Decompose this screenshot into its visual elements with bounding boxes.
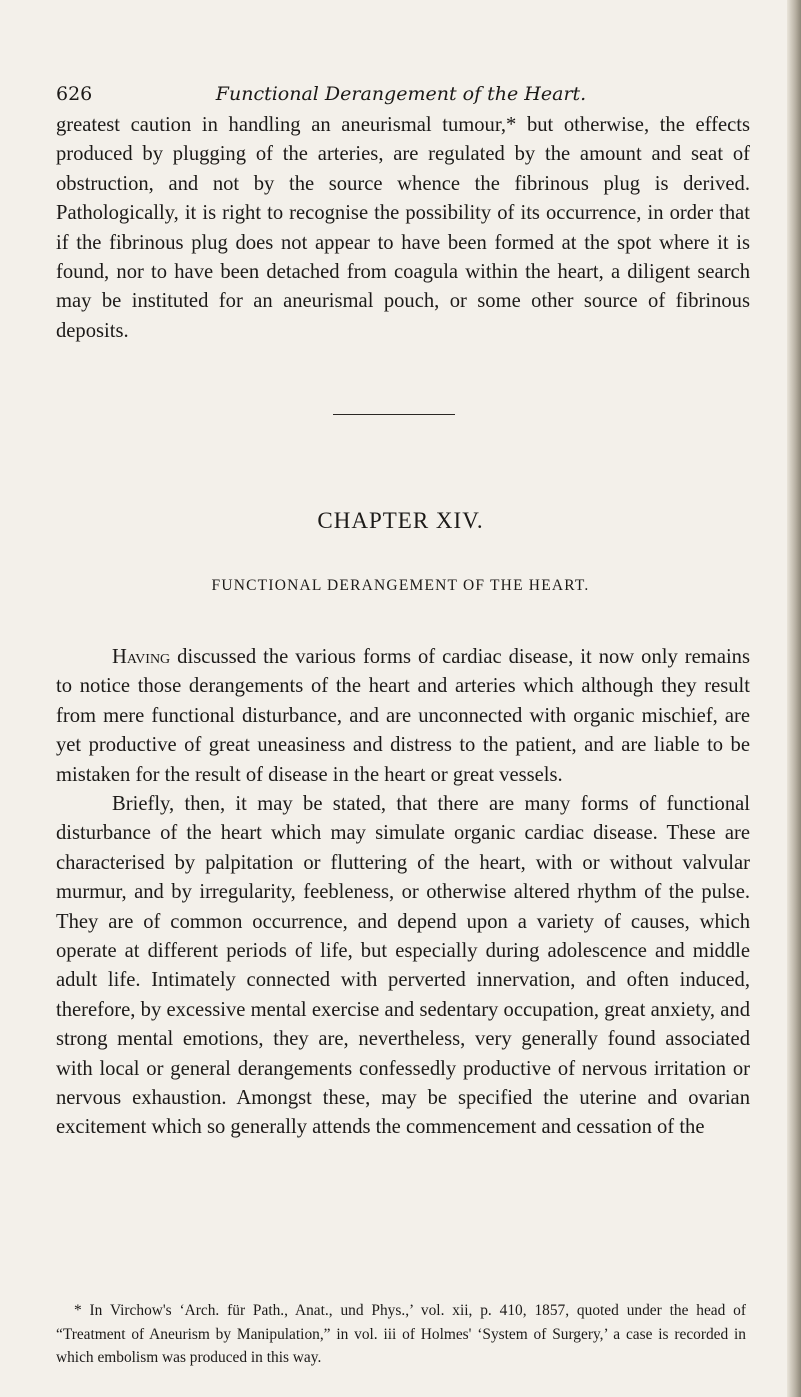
page-edge-shadow (787, 0, 801, 1397)
footnote: * In Virchow's ‘Arch. für Path., Anat., und Phys.,’ vol. xii, p. 410, 1857, quoted under the head of “Treatment of Aneurism by Manipulation,” in vol. iii of Holmes' ‘System of Surgery,’ a case is recorded in which embolism was produced in this way. (56, 1302, 746, 1366)
body-paragraph-1: greatest caution in handling an aneurismal tumour,* but otherwise, the effects produced by plugging of the arteries, are regulated by the amount and seat of obstruction, and not by the source whence the fibrinous plug is derived. Pathologically, it is right to recognise the possibility of its occurrence, in order that if the fibrinous plug does not appear to have been formed at the spot where it is found, nor to have been detached from coagula within the heart, a diligent search may be instituted for an aneurismal pouch, or some other source of fibrinous deposits. (56, 114, 750, 342)
chapter-subtitle: FUNCTIONAL DERANGEMENT OF THE HEART. (211, 577, 590, 594)
paragraph-2-text: discussed the various forms of cardiac disease, it now only remains to notice those derangements of the heart and arteries which although they result from mere functional disturbance, and are unconnected with organic mischief, are yet productive of great uneasiness and distress to the patient, and are liable to be mistaken for the result of disease in the heart or great vessels. (56, 646, 750, 786)
running-head: Functional Derangement of the Heart. (215, 83, 587, 105)
paragraph-lead-words: Having (112, 646, 171, 668)
page-header (56, 83, 746, 113)
chapter-title: CHAPTER XIV. (317, 508, 484, 533)
section-divider-rule (333, 414, 455, 415)
page-number: 626 (56, 83, 93, 105)
body-paragraph-2 (56, 643, 750, 790)
body-paragraph-3: Briefly, then, it may be stated, that there are many forms of functional disturbance of the heart which may simulate organic cardiac disease. These are characterised by palpitation or fluttering of the heart, with or without valvular murmur, and by irregularity, feebleness, or otherwise altered rhythm of the pulse. They are of common occurrence, and depend upon a variety of causes, which operate at different periods of life, but especially during adolescence and middle adult life. Intimately connected with perverted innervation, and often induced, therefore, by excessive mental exercise and sedentary occupation, great anxiety, and strong mental emotions, they are, nevertheless, very generally found associated with local or general derangements confessedly productive of nervous irritation or nervous exhaustion. Amongst these, may be specified the uterine and ovarian excitement which so generally attends the commencement and cessation of the (56, 793, 750, 1139)
